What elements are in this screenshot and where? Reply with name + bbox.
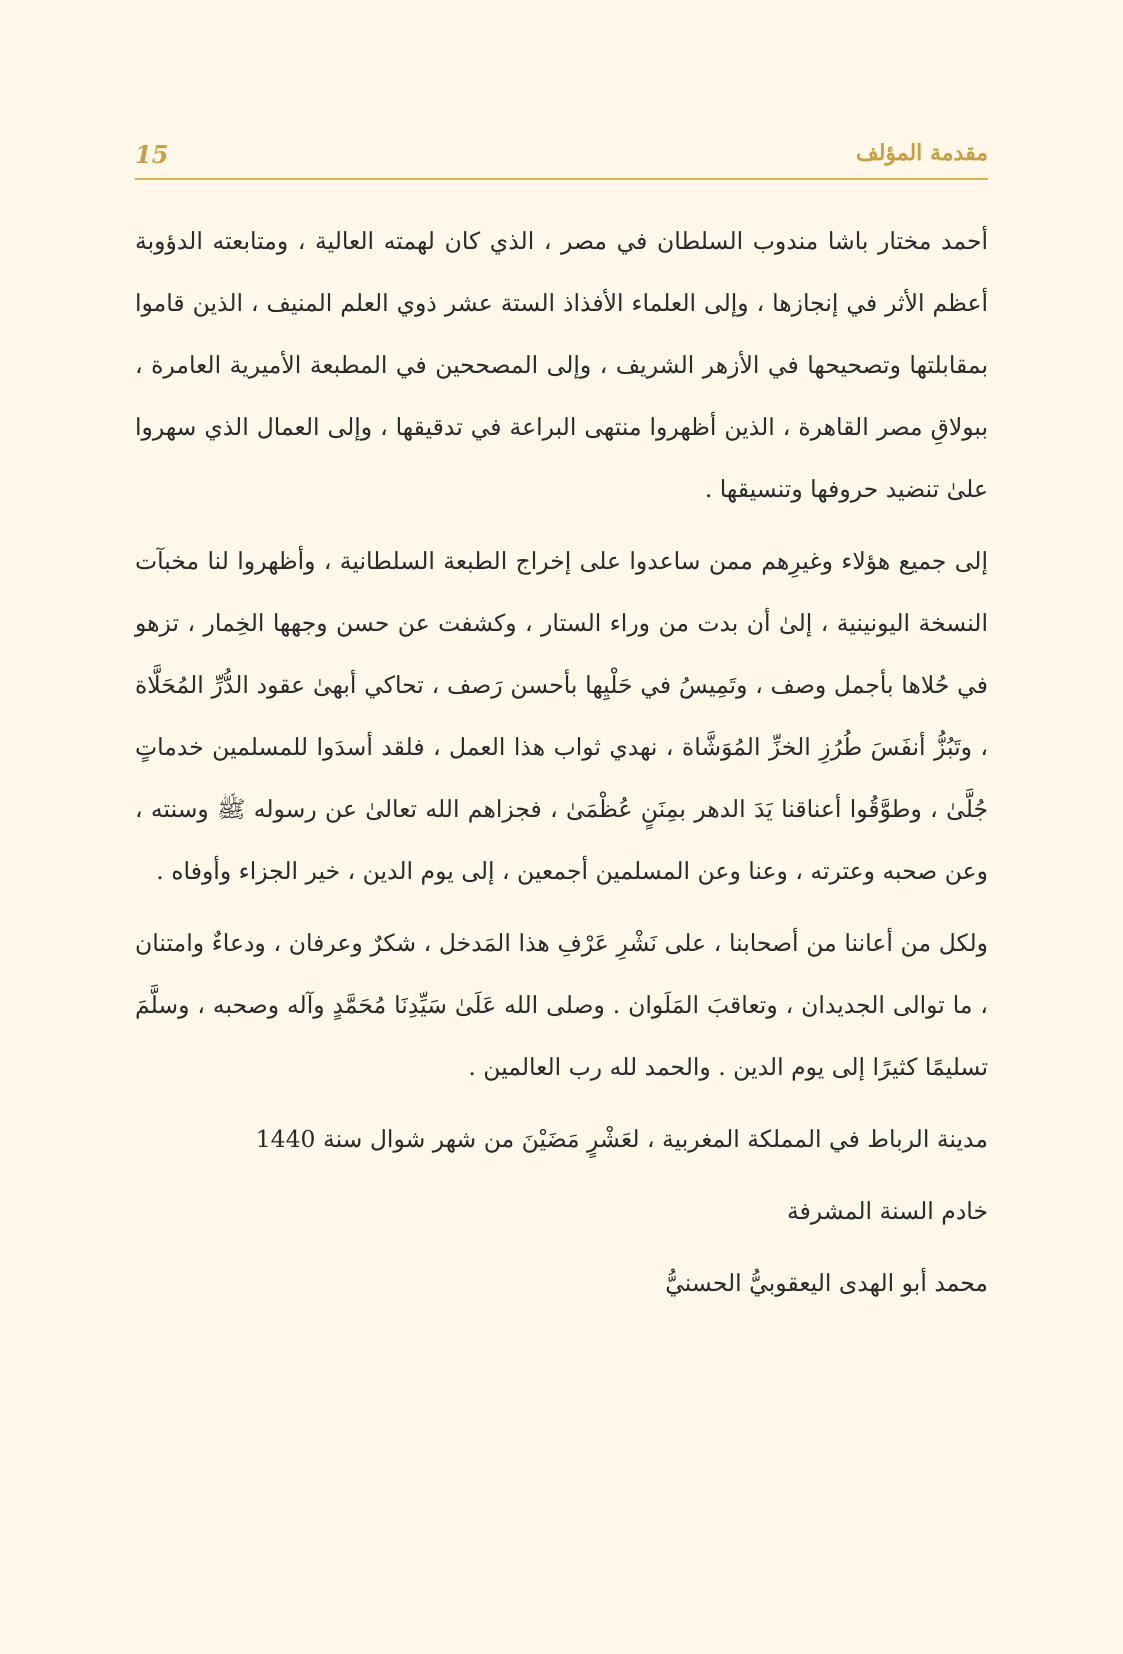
place-date: مدينة الرباط في المملكة المغربية ، لعَشْرٍ مَضَيْنَ من شهر شوال سنة 1440: [255, 1125, 988, 1153]
page-body: [135, 210, 988, 1314]
paragraph-dedication: إلى جميع هؤلاء وغيرِهم ممن ساعدوا على إخراج الطبعة السلطانية ، وأظهروا لنا مخبآت النسخة اليونينية ، إلىٰ أن بدت من وراء الستار ، وكشفت عن حسن وجهها الخِمار ، تزهو في حُلاها بأجمل وصف ، وتَمِيسُ في حَلْيِها بأحسن رَصف ، تحاكي أبهىٰ عقود الدُّرِّ المُحَلَّاة ، وتَبُزُّ أنفَسَ طُرُزِ الخزِّ المُوَشَّاة ، نهدي ثواب هذا العمل ، فلقد أسدَوا للمسلمين خدماتٍ جُلَّىٰ ، وطوَّقُوا أعناقنا يَدَ الدهر بمِنَنٍ عُظْمَىٰ ، فجزاهم الله تعالىٰ عن رسوله ﷺ وسنته ، وعن صحبه وعترته ، وعنا وعن المسلمين أجمعين ، إلى يوم الدين ، خير الجزاء وأوفاه .: [135, 547, 988, 885]
author-signature: محمد أبو الهدى اليعقوبيُّ الحسنيُّ: [665, 1269, 988, 1297]
paragraph-thanks: ولكل من أعاننا من أصحابنا ، على نَشْرِ عَرْفِ هذا المَدخل ، شكرٌ وعرفان ، ودعاءٌ وامتنان ، ما توالى الجديدان ، وتعاقبَ المَلَوان . وصلى الله عَلَىٰ سَيِّدِنَا مُحَمَّدٍ وآله وصحبه ، وسلَّمَ تسليمًا كثيرًا إلى يوم الدين . والحمد لله رب العالمين .: [135, 929, 988, 1081]
running-title: مقدمة المؤلف: [855, 140, 988, 166]
page-header: [135, 132, 988, 180]
paragraph-acknowledgement: أحمد مختار باشا مندوب السلطان في مصر ، الذي كان لهمته العالية ، ومتابعته الدؤوبة أعظم الأثر في إنجازها ، وإلى العلماء الأفذاذ الستة عشر ذوي العلم المنيف ، الذين قاموا بمقابلتها وتصحيحها في الأزهر الشريف ، وإلى المصححين في المطبعة الأميرية العامرة ، ببولاقِ مصر القاهرة ، الذين أظهروا منتهى البراعة في تدقيقها ، وإلى العمال الذي سهروا علىٰ تنضيد حروفها وتنسيقها .: [135, 227, 988, 503]
page-number: 15: [135, 140, 169, 169]
servant-title: خادم السنة المشرفة: [786, 1197, 988, 1225]
